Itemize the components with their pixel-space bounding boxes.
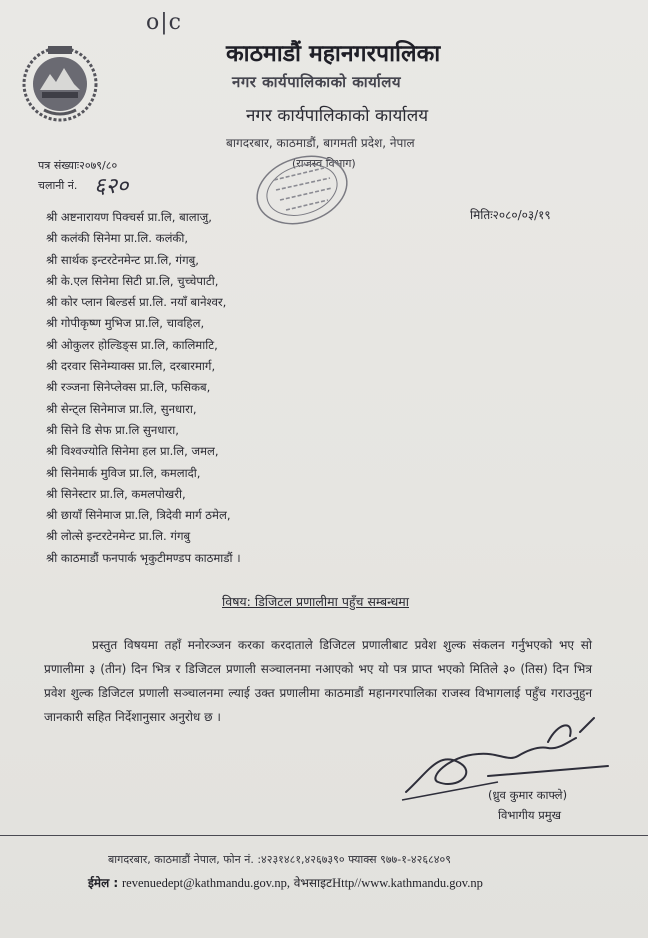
- footer-address: बागदरबार, काठमाडौं नेपाल, फोन नं. :४२३१४८१,४२६७३९० फ्याक्स ९७७-१-४२६८४०९: [108, 853, 451, 866]
- email-label: ईमेल :: [88, 876, 119, 890]
- recipient-item: श्री ओकुलर होल्डिङ्स प्रा.लि, कालिमाटि,: [46, 337, 218, 352]
- letter-date: मितिः२०८०/०३/१९: [470, 208, 551, 222]
- recipient-item: श्री दरवार सिनेम्याक्स प्रा.लि, दरबारमार्ग,: [46, 359, 216, 374]
- signer-title: विभागीय प्रमुख: [498, 808, 562, 822]
- office-name: नगर कार्यपालिकाको कार्यालय: [246, 106, 429, 126]
- office-stamp-icon: [244, 150, 354, 230]
- department-name: (राजस्व विभाग): [292, 157, 356, 170]
- handwritten-note: o|c: [146, 10, 182, 35]
- recipient-item: श्री गोपीकृष्ण मुभिज प्रा.लि, चावहिल,: [46, 316, 205, 331]
- recipient-item: श्री सेन्ट्ल सिनेमाज प्रा.लि, सुनधारा,: [46, 401, 197, 416]
- government-emblem-icon: [18, 40, 102, 124]
- recipient-list: [46, 207, 241, 569]
- email-address: revenuedept@kathmandu.gov.np,: [122, 876, 290, 890]
- office-address: बागदरबार, काठमाडौं, बागमती प्रदेश, नेपाल: [226, 136, 415, 150]
- dispatch-number: ६२०: [94, 174, 129, 199]
- recipient-item: श्री कोर प्लान बिल्डर्स प्रा.लि. नयाँ बानेश्वर,: [46, 295, 227, 310]
- recipient-item: श्री काठमाडौं फनपार्क भृकुटीमण्डप काठमाडौं ।: [46, 550, 241, 565]
- recipient-item: श्री सार्थक इन्टरटेनमेन्ट प्रा.लि, गंगबु,: [46, 252, 199, 267]
- recipient-item: श्री लोत्से इन्टरटेनमेन्ट प्रा.लि. गंगबु: [46, 529, 191, 544]
- website-label: वेभसाइट: [293, 876, 333, 890]
- recipient-item: श्री सिनेमार्क मुविज प्रा.लि, कमलादी,: [46, 465, 201, 480]
- recipient-item: श्री छायाँ सिनेमाज प्रा.लि, त्रिदेवी मार्ग ठमेल,: [46, 508, 231, 523]
- reference-number: पत्र संख्याः२०७९/८०: [38, 159, 118, 172]
- recipient-item: श्री अष्टनारायण पिक्चर्स प्रा.लि, बालाजु,: [46, 210, 212, 224]
- recipient-item: श्री सिनेस्टार प्रा.लि, कमलपोखरी,: [46, 486, 186, 501]
- letter-subject: विषय: डिजिटल प्रणालीमा पहुँच सम्बन्धमा: [222, 594, 409, 609]
- recipient-item: श्री रञ्जना सिनेप्लेक्स प्रा.लि, फसिकब,: [46, 380, 211, 395]
- org-name: काठमाडौं महानगरपालिका: [226, 41, 441, 67]
- footer-contact: [88, 874, 483, 891]
- recipient-item: श्री के.एल सिनेमा सिटी प्रा.लि, चुच्चेपाटी,: [46, 273, 219, 288]
- letter-body: प्रस्तुत विषयमा तहाँ मनोरञ्जन करका करदाताले डिजिटल प्रणालीबाट प्रवेश शुल्क संकलन गर्नुभएको भए सो प्रणालीमा ३ (तीन) दिन भित्र र डिजिटल प्रणाली सञ्चालनमा नआएको भए यो पत्र प्राप्त भएको मितिले ३० (तिस) दिन भित्र प्रवेश शुल्क डिजिटल प्रणाली सञ्चालनमा ल्याई उक्त प्रणालीमा काठमाडौं महानगरपालिका राजस्व विभागलाई पहुँच गराउनुहुन जानकारी सहित निर्देशानुसार अनुरोध छ ।: [44, 638, 592, 724]
- org-subtitle: नगर कार्यपालिकाको कार्यालय: [232, 73, 402, 91]
- dispatch-number-label: चलानी नं.: [38, 179, 78, 192]
- footer-divider: [0, 835, 648, 836]
- website-url: Http//www.kathmandu.gov.np: [332, 876, 483, 890]
- signer-name: (ध्रुव कुमार काफ्ले): [488, 788, 568, 802]
- recipient-item: श्री विश्वज्योति सिनेमा हल प्रा.लि, जमल,: [46, 444, 219, 459]
- recipient-item: श्री कलंकी सिनेमा प्रा.लि. कलंकी,: [46, 231, 189, 246]
- recipient-item: श्री सिने डि सेफ प्रा.लि सुनधारा,: [46, 422, 179, 437]
